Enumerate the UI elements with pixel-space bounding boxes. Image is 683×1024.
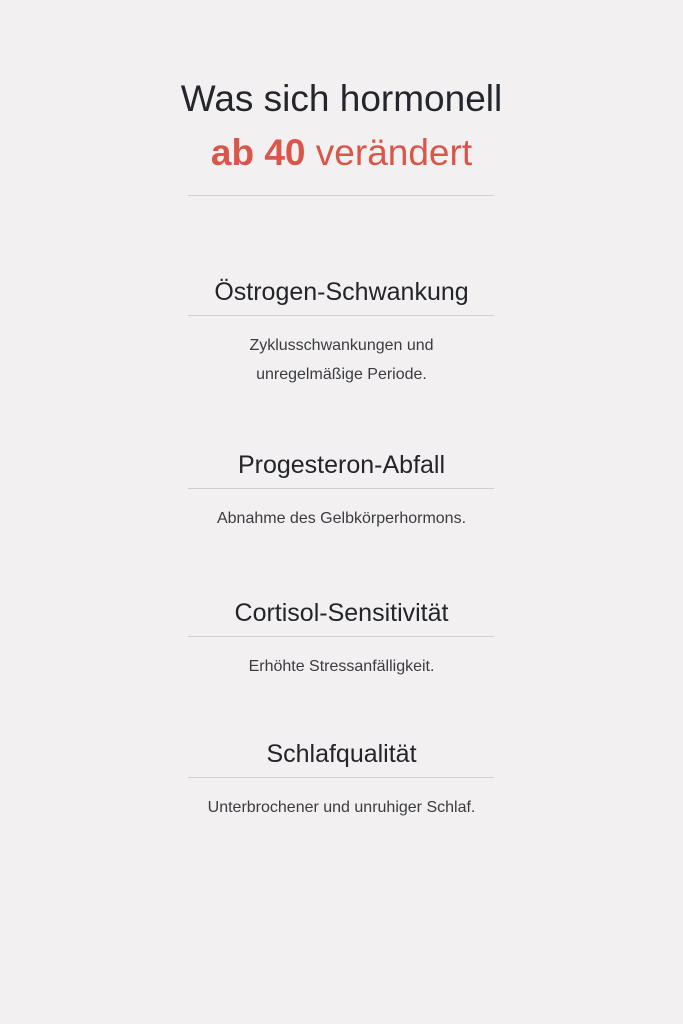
description-line: unregelmäßige Periode. [256, 366, 427, 383]
description-line: Unterbrochener und unruhiger Schlaf. [207, 799, 476, 816]
title-line-1: Was sich hormonell [180, 78, 503, 119]
section-heading: Östrogen-Schwankung [214, 278, 469, 306]
section-divider [188, 315, 494, 316]
section-description [0, 331, 683, 389]
section-divider [188, 488, 494, 489]
section-description [0, 652, 683, 681]
description-line: Erhöhte Stressanfälligkeit. [248, 658, 435, 675]
title-highlight: ab 40 [210, 132, 306, 173]
section-divider [188, 777, 494, 778]
section-heading: Progesteron-Abfall [237, 451, 446, 479]
section-description [0, 504, 683, 533]
section-heading: Cortisol-Sensitivität [234, 599, 449, 627]
title-divider [188, 195, 494, 196]
title-line-2-rest: verändert [305, 132, 473, 173]
section-heading: Schlafqualität [266, 740, 417, 768]
section-divider [188, 636, 494, 637]
description-line: Abnahme des Gelbkörperhormons. [216, 510, 467, 527]
description-line: Zyklusschwankungen und [249, 337, 434, 354]
title-line-2 [0, 131, 683, 175]
section-description [0, 793, 683, 822]
